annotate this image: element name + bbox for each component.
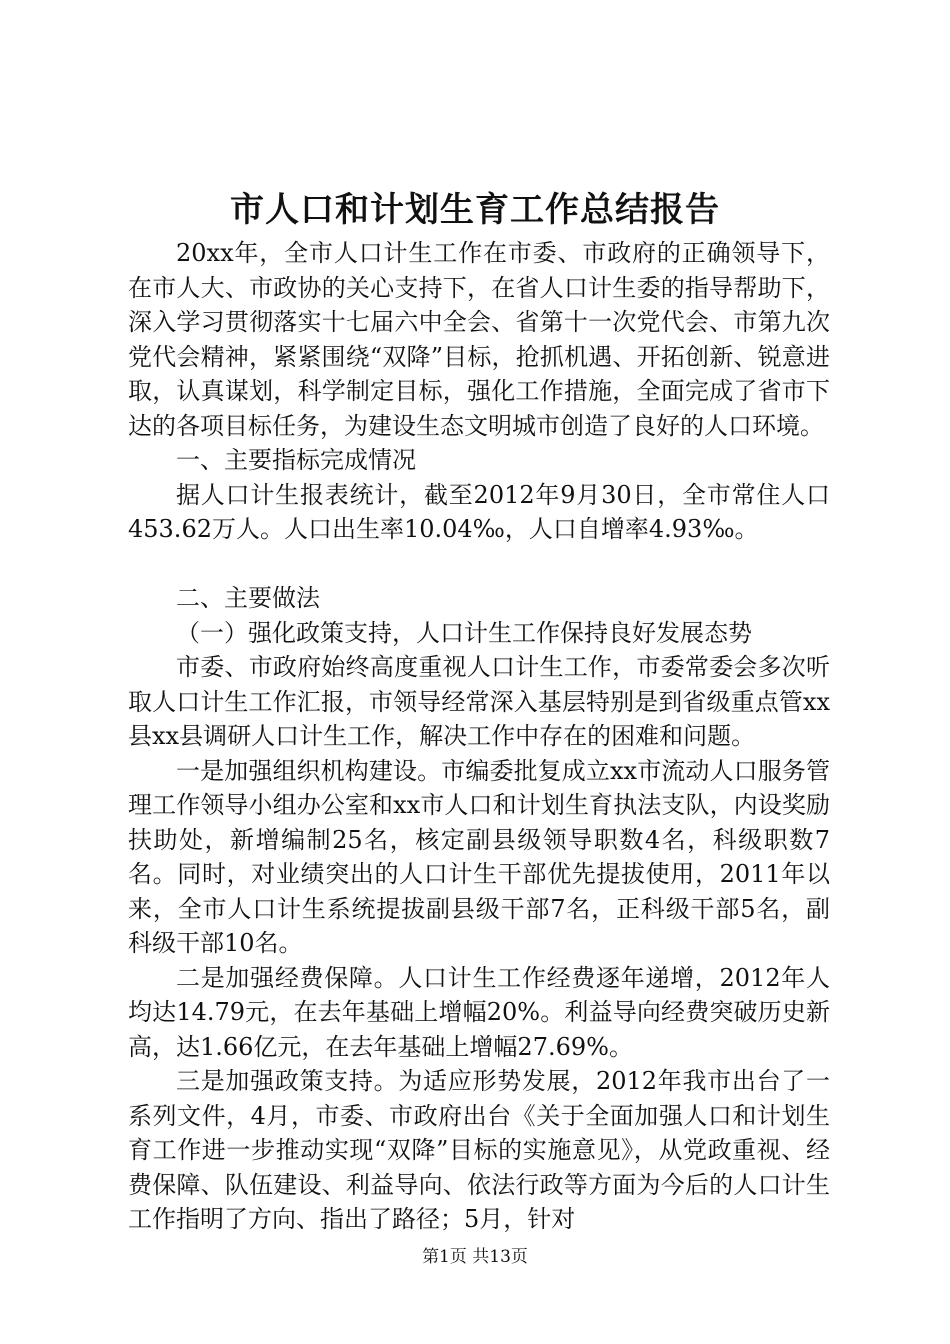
body-paragraph: 三是加强政策支持。为适应形势发展，2012年我市出台了一系列文件，4月，市委、市政府出台《关于全面加强人口和计划生育工作进一步推动实现“双降”目标的实施意见》，从党政重视、经费保障、队伍建设、利益导向、依法行政等方面为今后的人口计生工作指明了方向、指出了路径；5月，针对 [128, 1067, 830, 1233]
statistics-paragraph: 据人口计生报表统计，截至2012年9月30日，全市常住人口453.62万人。人口出生率10.04‰，人口自增率4.93‰。 [128, 480, 830, 543]
section-heading-2: 二、主要做法 [176, 584, 320, 612]
intro-paragraph: 20xx年，全市人口计生工作在市委、市政府的正确领导下，在市人大、市政协的关心支持下，在省人口计生委的指导帮助下，深入学习贯彻落实十七届六中全会、省第十一次党代会、市第九次党代会精神，紧紧围绕“双降”目标，抢抓机遇、开拓创新、锐意进取，认真谋划，科学制定目标，强化工作措施，全面完成了省市下达的各项目标任务，为建设生态文明城市创造了良好的人口环境。 [128, 239, 830, 440]
subsection-heading-1: （一）强化政策支持，人口计生工作保持良好发展态势 [176, 618, 752, 647]
document-title: 市人口和计划生育工作总结报告 [230, 190, 720, 230]
blank-line [128, 547, 830, 582]
page-footer: 第1页 共13页 [422, 1247, 528, 1267]
body-paragraph: 一是加强组织机构建设。市编委批复成立xx市流动人口服务管理工作领导小组办公室和xx市人口和计划生育执法支队，内设奖励扶助处，新增编制25名，核定副县级领导职数4名，科级职数7名。同时，对业绩突出的人口计生干部优先提拔使用，2011年以来，全市人口计生系统提拔副县级干部7名，正科级干部5名，副科级干部10名。 [128, 756, 830, 957]
document-body [128, 236, 830, 1237]
body-paragraph: 市委、市政府始终高度重视人口计生工作，市委常委会多次听取人口计生工作汇报，市领导经常深入基层特别是到省级重点管xx县xx县调研人口计生工作，解决工作中存在的困难和问题。 [128, 653, 830, 750]
section-heading-1: 一、主要指标完成情况 [176, 446, 416, 474]
body-paragraph: 二是加强经费保障。人口计生工作经费逐年递增，2012年人均达14.79元，在去年基础上增幅20%。利益导向经费突破历史新高，达1.66亿元，在去年基础上增幅27.69%。 [128, 963, 830, 1061]
